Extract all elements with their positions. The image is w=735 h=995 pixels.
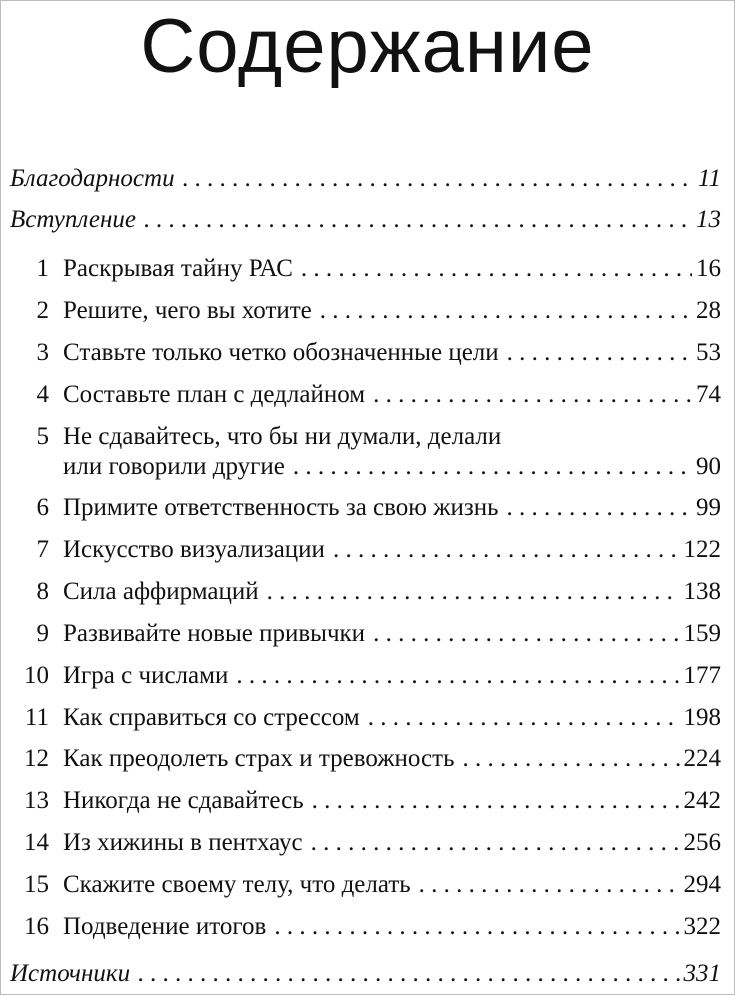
toc-entry-chapter-4[interactable]	[0, 379, 735, 411]
toc-page-number: 256	[683, 829, 721, 856]
dot-leader	[373, 379, 692, 411]
chapter-number: 16	[24, 913, 49, 940]
toc-entry-title: Источники	[10, 960, 131, 987]
dot-leader	[138, 958, 679, 990]
toc-page-number: 13	[696, 206, 721, 233]
toc-entry-title: Из хижины в пентхаус	[63, 829, 303, 856]
dot-leader	[236, 660, 679, 692]
toc-entry-title: Ставьте только четко обозначенные цели	[63, 339, 499, 366]
page-title: Содержание	[140, 4, 595, 89]
toc-entry-title: Благодарности	[10, 165, 175, 192]
chapter-number: 14	[24, 829, 49, 856]
toc-entry-chapter-13[interactable]	[0, 785, 735, 817]
chapter-number: 11	[24, 704, 49, 731]
toc-page-number: 224	[683, 745, 721, 772]
toc-page-number: 11	[697, 165, 721, 192]
toc-entry-chapter-15[interactable]	[0, 869, 735, 901]
toc-entry-chapter-9[interactable]	[0, 618, 735, 650]
toc-page-number: 16	[696, 255, 721, 282]
chapter-number: 2	[36, 297, 49, 324]
toc-page-number: 159	[683, 620, 721, 647]
chapter-number: 6	[36, 494, 49, 521]
toc-entry-chapter-16[interactable]	[0, 911, 735, 943]
chapter-number: 10	[24, 662, 49, 689]
toc-entry-chapter-12[interactable]	[0, 743, 735, 775]
chapter-number: 7	[36, 536, 49, 563]
toc-entry-chapter-11[interactable]	[0, 702, 735, 734]
toc-entry-acknowledgements[interactable]	[0, 163, 735, 195]
toc-entry-title: Сила аффирмаций	[63, 578, 259, 605]
dot-leader	[267, 576, 680, 608]
toc-entry-chapter-7[interactable]	[0, 534, 735, 566]
dot-leader	[462, 743, 679, 775]
toc-entry-title: Примите ответственность за свою жизнь	[63, 494, 499, 521]
dot-leader	[311, 827, 680, 859]
toc-entry-chapter-14[interactable]	[0, 827, 735, 859]
toc-entry-introduction[interactable]	[0, 204, 735, 236]
toc-page-number: 331	[683, 960, 721, 987]
toc-entry-title: Никогда не сдавайтесь	[63, 787, 304, 814]
chapter-number: 9	[36, 620, 49, 647]
dot-leader	[320, 295, 692, 327]
toc-entry-title: Составьте план с дедлайном	[63, 381, 366, 408]
toc-entry-sources[interactable]	[0, 958, 735, 990]
toc-entry-title: Как справиться со стрессом	[63, 704, 360, 731]
dot-leader	[507, 337, 692, 369]
dot-leader	[301, 253, 692, 285]
toc-entry-title: Игра с числами	[63, 662, 229, 689]
dot-leader	[274, 911, 679, 943]
toc-page-number: 74	[696, 381, 721, 408]
dot-leader	[368, 702, 680, 734]
chapter-number: 3	[36, 339, 49, 366]
dot-leader	[144, 204, 692, 236]
chapter-number: 15	[24, 871, 49, 898]
chapter-number: 8	[36, 578, 49, 605]
dot-leader	[293, 451, 692, 483]
toc-entry-chapter-1[interactable]	[0, 253, 735, 285]
toc-page-number: 138	[683, 578, 721, 605]
chapter-number: 12	[24, 745, 49, 772]
toc-entry-chapter-5[interactable]	[0, 421, 735, 485]
chapter-number: 5	[36, 423, 49, 450]
dot-leader	[373, 618, 679, 650]
toc-page-number: 53	[696, 339, 721, 366]
dot-leader	[419, 869, 680, 901]
chapter-number: 1	[36, 255, 49, 282]
dot-leader	[312, 785, 680, 817]
toc-entry-title: Раскрывая тайну РАС	[63, 255, 293, 282]
toc-entry-chapter-8[interactable]	[0, 576, 735, 608]
toc-entry-title: Искусство визуализации	[63, 536, 325, 563]
toc-page-number: 122	[683, 536, 721, 563]
toc-entry-title: Скажите своему телу, что делать	[63, 871, 411, 898]
toc-entry-title: Вступление	[10, 206, 137, 233]
toc-entry-title: Развивайте новые привычки	[63, 620, 366, 647]
toc-page-number: 242	[683, 787, 721, 814]
toc-page-number: 28	[696, 297, 721, 324]
toc-entry-chapter-2[interactable]	[0, 295, 735, 327]
toc-page-number: 90	[696, 453, 721, 480]
dot-leader	[183, 163, 694, 195]
chapter-number: 4	[36, 381, 49, 408]
chapter-number: 13	[24, 787, 49, 814]
toc-page-number: 322	[683, 913, 721, 940]
toc-entry-chapter-3[interactable]	[0, 337, 735, 369]
toc-entry-chapter-10[interactable]	[0, 660, 735, 692]
toc-page-number: 198	[683, 704, 721, 731]
toc-entry-title: или говорили другие	[63, 453, 285, 480]
toc-page-number: 99	[696, 494, 721, 521]
dot-leader	[333, 534, 680, 566]
toc-entry-chapter-6[interactable]	[0, 492, 735, 524]
toc-entry-title-line1: Не сдавайтесь, что бы ни думали, делали	[63, 423, 502, 450]
toc-entry-title: Как преодолеть страх и тревожность	[63, 745, 455, 772]
toc-entry-title: Решите, чего вы хотите	[63, 297, 312, 324]
toc-entry-title: Подведение итогов	[63, 913, 267, 940]
dot-leader	[507, 492, 693, 524]
toc-page-number: 177	[683, 662, 721, 689]
toc-page-number: 294	[683, 871, 721, 898]
